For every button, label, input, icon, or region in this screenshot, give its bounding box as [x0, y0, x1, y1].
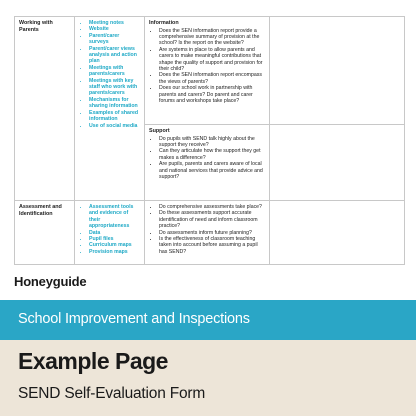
questions-cell — [145, 17, 270, 125]
question-list — [149, 204, 265, 255]
area-cell — [15, 17, 75, 201]
section-heading: Information — [149, 20, 179, 26]
notes-cell — [270, 125, 405, 201]
evidence-item: • Meetings with parents/carers — [89, 65, 140, 78]
area-cell — [15, 201, 75, 265]
self-evaluation-table — [14, 16, 405, 265]
page-title: Example Page — [18, 348, 168, 374]
notes-cell — [270, 201, 405, 265]
question-list — [149, 28, 265, 105]
evidence-item: • Parent/carer surveys — [89, 33, 140, 46]
questions-cell — [145, 125, 270, 201]
category-band — [0, 300, 416, 340]
brand-logo: Honeyguide — [14, 274, 87, 289]
question-item: • Can they articulate how the support they get makes a difference? — [159, 148, 265, 161]
evidence-item: • Data — [89, 230, 140, 236]
question-item: • Do comprehensive assessments take place? — [159, 204, 265, 210]
evidence-list — [79, 204, 140, 255]
evidence-item: • Pupil files — [89, 236, 140, 242]
evidence-item: • Examples of shared information — [89, 110, 140, 123]
page-subtitle: SEND Self-Evaluation Form — [18, 385, 206, 402]
section-heading: Support — [149, 128, 170, 134]
question-item: • Do pupils with SEND talk highly about the support they receive? — [159, 136, 265, 149]
question-item: • Are pupils, parents and carers aware of local and national services that provide advice and support? — [159, 161, 265, 180]
question-item: • Does the SEN information report provide a comprehensive summary of provision at the school? Is the report on the website? — [159, 28, 265, 47]
question-item: • Do these assessments support accurate identification of need and inform classroom practice? — [159, 210, 265, 229]
evidence-item: • Meetings with key staff who work with parents/carers — [89, 78, 140, 97]
table-row — [15, 201, 405, 265]
evidence-item: • Assessment tools and evidence of their appropriateness — [89, 204, 140, 230]
area-label: Working with Parents — [19, 20, 53, 33]
evidence-item: • Website — [89, 26, 140, 32]
evidence-item: • Curriculum maps — [89, 242, 140, 248]
evidence-item: • Mechanisms for sharing information — [89, 97, 140, 110]
evidence-item: • Provision maps — [89, 249, 140, 255]
question-item: • Does the SEN information report encompass the views of parents? — [159, 72, 265, 85]
evidence-cell — [75, 17, 145, 201]
question-item: • Does our school work in partnership with parents and carers? Do parent and carer forums and workshops take place? — [159, 85, 265, 104]
category-label: School Improvement and Inspections — [18, 311, 250, 327]
question-item: • Do assessments inform future planning? — [159, 230, 265, 236]
evidence-item: • Parent/carer views analysis and action plan — [89, 46, 140, 65]
evidence-item: • Meeting notes — [89, 20, 140, 26]
evidence-item: • Use of social media — [89, 123, 140, 129]
evidence-cell — [75, 201, 145, 265]
title-panel — [0, 340, 416, 416]
questions-cell — [145, 201, 270, 265]
table-row — [15, 17, 405, 125]
question-list — [149, 136, 265, 181]
area-label: Assessment and Identification — [19, 204, 62, 217]
question-item: • Are systems in place to allow parents and carers to make meaningful contributions that shape the quality of support and provision for their child? — [159, 47, 265, 73]
evidence-list — [79, 20, 140, 129]
notes-cell — [270, 17, 405, 125]
question-item: • Is the effectiveness of classroom teaching taken into account before assuming a pupil has SEND? — [159, 236, 265, 255]
